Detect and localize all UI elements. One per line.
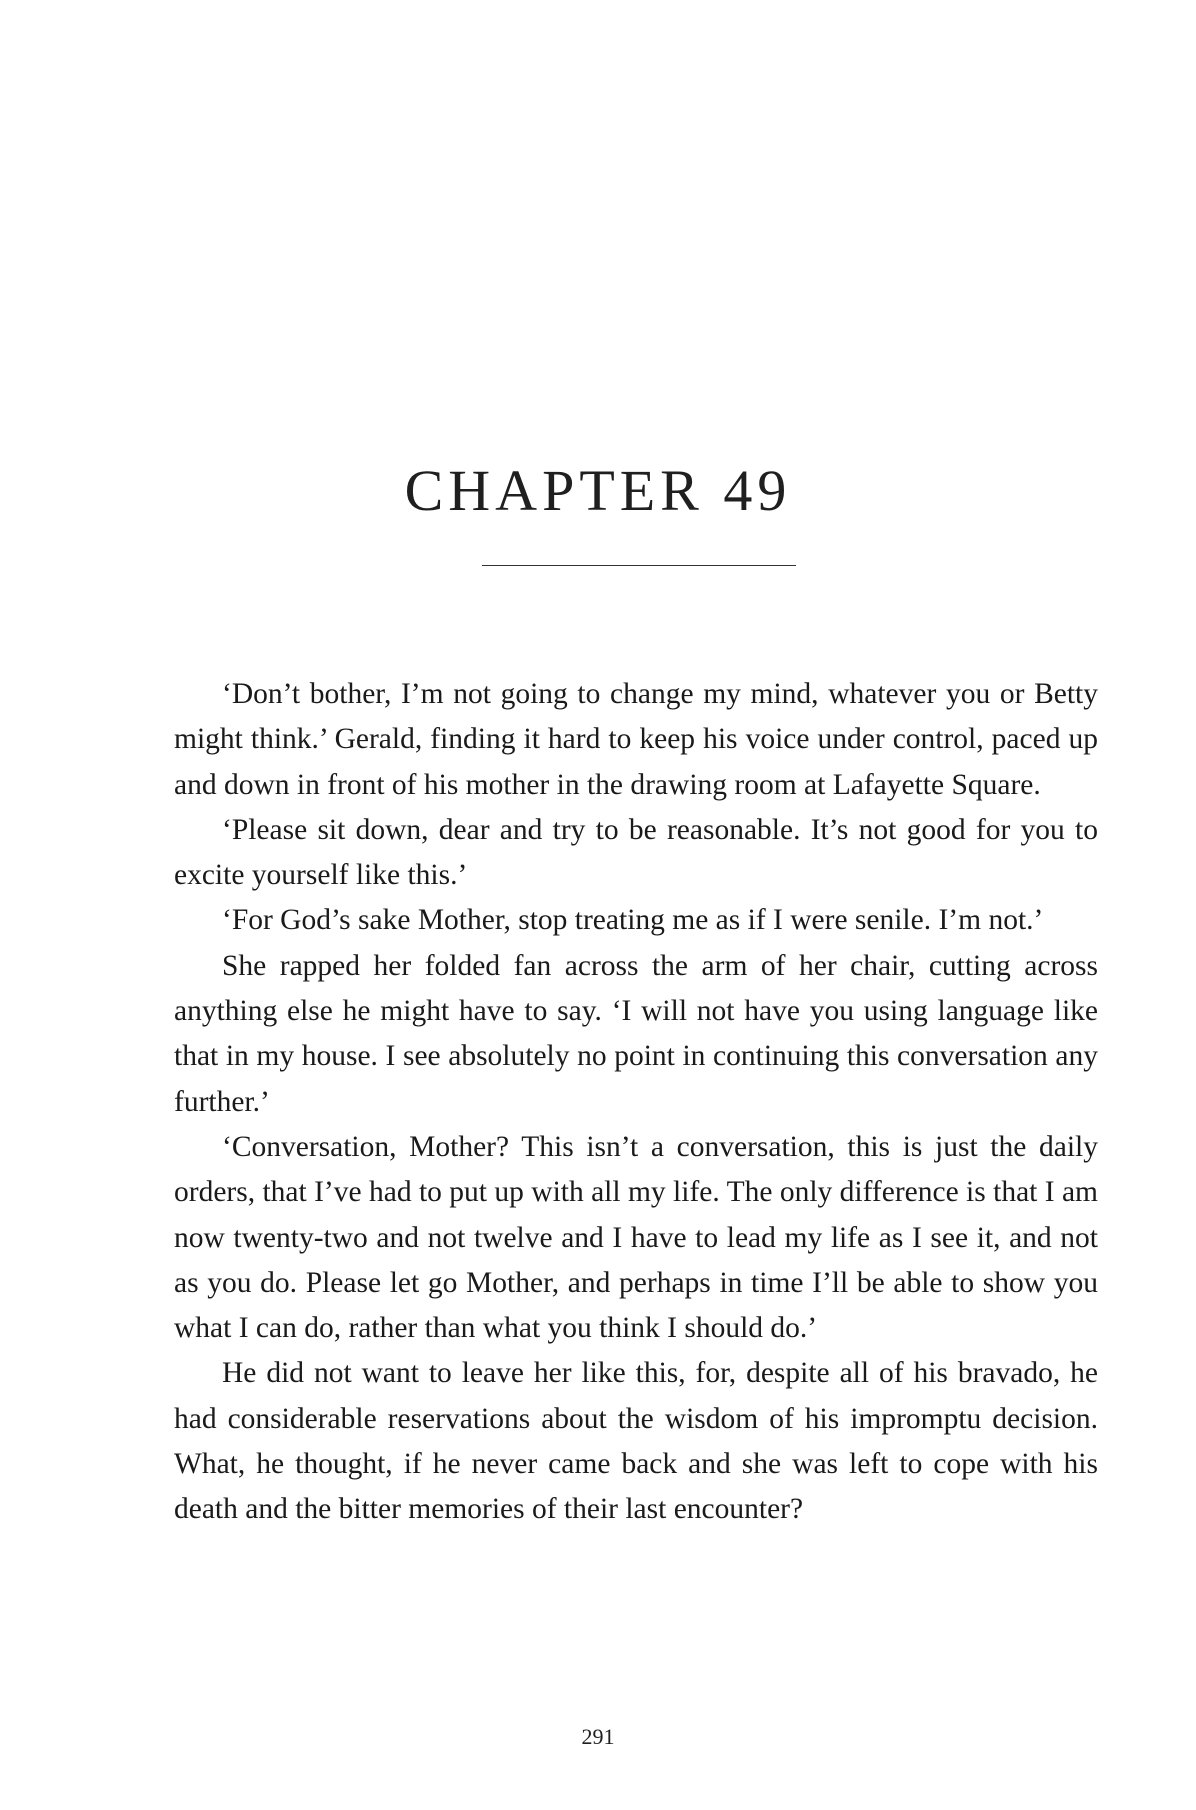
paragraph: ‘Don’t bother, I’m not going to change my mind, whatever you or Betty might think.’ Gerald, finding it hard to keep his voice under control, paced up and down in front of his mother in the drawing room at Lafayette Square. — [174, 678, 1098, 801]
paragraph: She rapped her folded fan across the arm of her chair, cutting across anything else he might have to say. ‘I will not have you using language like that in my house. I see absolutely no point in continuing this conversation any further.’ — [174, 949, 1098, 1118]
paragraph: ‘Please sit down, dear and try to be reasonable. It’s not good for you to excite yourself like this.’ — [174, 813, 1098, 892]
chapter-title: CHAPTER 49 — [404, 458, 792, 523]
page-number: 291 — [581, 1724, 615, 1749]
chapter-body — [174, 672, 1098, 1533]
paragraph: ‘Conversation, Mother? This isn’t a conversation, this is just the daily orders, that I’ve had to put up with all my life. The only difference is that I am now twenty-two and not twelve and I have to lead my life as I see it, and not as you do. Please let go Mother, and perhaps in time I’ll be able to show you what I can do, rather than what you think I should do.’ — [174, 1130, 1098, 1345]
chapter-divider — [482, 565, 796, 566]
paragraph: He did not want to leave her like this, for, despite all of his bravado, he had considerable reservations about the wisdom of his impromptu decision. What, he thought, if he never came back and she was left to cope with his death and the bitter memories of their last encounter? — [174, 1357, 1098, 1526]
paragraph: ‘For God’s sake Mother, stop treating me as if I were senile. I’m not.’ — [222, 904, 1044, 937]
